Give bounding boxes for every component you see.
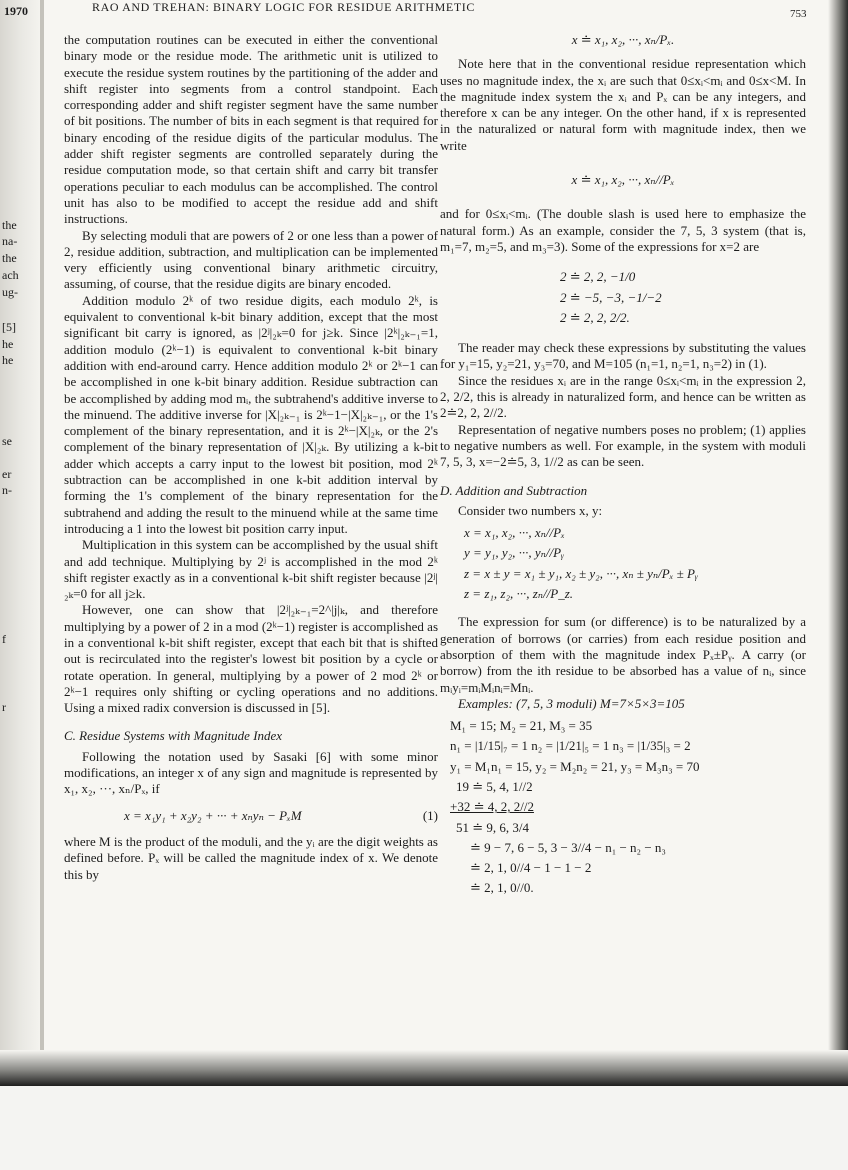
paragraph: Following the notation used by Sasaki [6] with some minor modifications, an integer x of any sign and magnitude is represented by x₁, x₂, ···, xₙ/Pₓ, if	[64, 748, 438, 797]
paragraph: and for 0≤xᵢ<mᵢ. (The double slash is used here to emphasize the natural form.) As an example, consider the 7, 5, 3 system (that is, m₁=7, m₂=5, and m₃=3). Some of the expressions for x=2 are	[440, 206, 806, 254]
equation: n₁ = |1/15|₇ = 1 n₂ = |1/21|₅ = 1 n₃ = |1/35|₃ = 2	[450, 738, 691, 754]
page-bottom-shadow	[0, 1050, 848, 1086]
equation: ≐ 9 − 7, 6 − 5, 3 − 3//4 − n₁ − n₂ − n₃	[470, 839, 666, 855]
page-number: 753	[790, 8, 807, 20]
section-heading: C. Residue Systems with Magnitude Index	[64, 728, 283, 744]
addition-equations	[440, 525, 806, 602]
margin-year: 1970	[4, 4, 28, 18]
page-edge-shadow	[828, 0, 848, 1080]
example-block	[440, 269, 806, 326]
equation: y = y₁, y₂, ···, yₙ//Pᵧ	[464, 545, 565, 561]
paragraph: The expression for sum (or difference) is to be naturalized by a generation of borrows (or carries) from each residue position and absorption of them with the magnitude index Pₓ±Pᵧ. A carry (or borrow) from the ith residue to be absorbed has a value of nᵢ, since mᵢyᵢ=mᵢMᵢnᵢ=Mnᵢ.	[440, 614, 806, 695]
equation: +32 ≐ 4, 2, 2//2	[450, 799, 534, 815]
margin-fragment: ug-	[2, 285, 18, 299]
paragraph: the computation routines can be executed in either the conventional binary mode or the residue mode. The arithmetic unit is utilized to execute the residue system routines by the partitioning of the adder and shift register into segments from a control standpoint. Each corresponding adder and shift register segment have the same number of bit positions. The number of bits in each segment is that required for binary encoding of the residue digits of the particular modulus. The adder shift register segments are controlled separately during the residue computation mode, so that certain shift and carry bit transfer operations peculiar to each modulus can be accomplished. The control unit has also to be modified to accept the residue add and shift instructions.	[64, 32, 438, 227]
margin-fragment: f	[2, 632, 6, 646]
equation: 19 ≐ 5, 4, 1//2	[456, 778, 533, 794]
margin-fragment: se	[2, 434, 12, 448]
paragraph: Consider two numbers x, y:	[458, 502, 603, 518]
equation: x ≐ x₁, x₂, ···, xₙ/Pₓ.	[571, 32, 675, 47]
equation: z = z₁, z₂, ···, zₙ//P_z.	[464, 586, 574, 602]
equation: 51 ≐ 9, 6, 3/4	[456, 819, 530, 835]
margin-fragment: n-	[2, 483, 12, 497]
equation: 2 ≐ −5, −3, −1/−2	[560, 289, 662, 305]
paragraph: Multiplication in this system can be accomplished by the usual shift and add technique. Multiplying by 2ʲ is accomplished in the mod 2ᵏ shift register exactly as in a conventional k-bit shift register because |2ʲ|₂ₖ=0 for all j≥k.	[64, 537, 438, 602]
equation: x ≐ x₁, x₂, ···, xₙ//Pₓ	[571, 172, 675, 188]
examples-label: Examples: (7, 5, 3 moduli) M=7×5×3=105	[458, 695, 685, 711]
equation: ≐ 2, 1, 0//0.	[470, 880, 534, 896]
running-title: RAO AND TREHAN: BINARY LOGIC FOR RESIDUE ARITHMETIC	[92, 0, 475, 14]
paragraph: Since the residues xᵢ are in the range 0≤xᵢ<mᵢ in the expression 2, 2, 2/2, this is already in naturalized form, and hence can be written as 2≐2, 2, 2//2.	[440, 372, 806, 421]
equation-number: (1)	[422, 807, 438, 823]
margin-fragment: ach	[2, 268, 19, 282]
paragraph: The reader may check these expressions by substituting the values for y₁=15, y₂=21, y₃=70, and M=105 (n₁=1, n₂=1, n₃=2) in (1).	[440, 340, 806, 372]
equation: M₁ = 15; M₂ = 21, M₃ = 35	[450, 718, 593, 734]
paragraph: Note here that in the conventional residue representation which uses no magnitude index, the xᵢ are such that 0≤xᵢ<mᵢ and 0≤x<M. In the magnitude index system the xᵢ and Pₓ can be any integers, and therefore x can be any integer. On the other hand, if x is represented in the naturalized or natural form with magnitude index, then we write	[440, 56, 806, 153]
section-heading: D. Addition and Subtraction	[440, 482, 588, 498]
margin-fragment: the	[2, 218, 17, 232]
margin-fragment: the	[2, 251, 17, 265]
left-column	[64, 32, 438, 883]
margin-fragment: er	[2, 467, 12, 481]
paragraph: where M is the product of the moduli, and the yᵢ are the digit weights as defined before. Pₓ will be called the magnitude index of x. We denote this by	[64, 833, 438, 882]
equation: y₁ = M₁n₁ = 15, y₂ = M₂n₂ = 21, y₃ = M₃n₃ = 70	[450, 758, 700, 774]
equation: z = x ± y = x₁ ± y₁, x₂ ± y₂, ···, xₙ ± yₙ/Pₓ ± Pᵧ	[464, 565, 698, 581]
scanner-background	[0, 1086, 848, 1170]
binding-gutter	[0, 0, 42, 1080]
margin-fragment: na-	[2, 234, 18, 248]
margin-fragment: [5]	[2, 320, 16, 334]
binding-spine	[40, 0, 44, 1080]
right-column	[440, 32, 806, 901]
paragraph: By selecting moduli that are powers of 2 or one less than a power of 2, residue addition, subtraction, and multiplication can be implemented very efficiently using conventional binary arithmetic circuitry, assuming, of course, that the residue digits are binary encoded.	[64, 227, 438, 292]
equation-body: x = x₁y₁ + x₂y₂ + ··· + xₙyₙ − PₓM	[124, 807, 302, 823]
paragraph: Representation of negative numbers poses no problem; (1) applies to negative numbers as well. For example, in the system with moduli 7, 5, 3, x=−2≐5, 3, 1//2 as can be seen.	[440, 421, 806, 470]
margin-fragment: he	[2, 337, 14, 351]
worked-example	[440, 718, 806, 897]
equation-1	[64, 808, 438, 824]
equation: 2 ≐ 2, 2, 2/2.	[560, 309, 630, 325]
equation: x = x₁, x₂, ···, xₙ//Pₓ	[464, 525, 565, 541]
equation: 2 ≐ 2, 2, −1/0	[560, 269, 636, 285]
equation: ≐ 2, 1, 0//4 − 1 − 1 − 2	[470, 860, 592, 876]
paragraph: Addition modulo 2ᵏ of two residue digits, each modulo 2ᵏ, is equivalent to conventional k-bit binary addition, except that the most significant bit carry is ignored, as |2ʲ|₂ₖ=0 for j≥k. Since |2ᵏ|₂ₖ₋₁=1, addition modulo (2ᵏ−1) is equivalent to conventional k-bit binary addition with end-around carry. Hence addition modulo 2ᵏ or 2ᵏ−1 can be accomplished in one k-bit binary addition. Residue subtraction can be accomplished by adding mod mᵢ, the subtrahend's additive inverse to the minuend. The additive inverse for |X|₂ₖ₋₁ is 2ᵏ−1−|X|₂ₖ₋₁, or the 1's complement of the binary representation, and it is 2ᵏ−|X|₂ₖ, or the 2's complement of the binary representation of |X|₂ₖ. By utilizing a k-bit adder which accepts a carry input to the lowest bit position, mod 2ᵏ subtraction can be accomplished in one k-bit addition interval by forming the 1's complement of the binary representation for the subtrahend and adding the result to the minuend while at the same time introducing a 1 into the lowest bit position carry input.	[64, 292, 438, 536]
paragraph: However, one can show that |2ʲ|₂ₖ₋₁=2^|j|ₖ, and therefore multiplying by a power of 2 in a mod (2ᵏ−1) register is accomplished as in a conventional k-bit shift register, except that each bit that is shifted out is recirculated into the register's lowest bit position by a cycle or rotate operation. In general, multiplying by a power of 2 mod 2ᵏ or 2ᵏ−1 requires only shifting or cycling operations and no additions. Using a mixed radix conversion is discussed in [5].	[64, 602, 438, 716]
margin-fragment: he	[2, 353, 14, 367]
margin-fragment: r	[2, 700, 6, 714]
